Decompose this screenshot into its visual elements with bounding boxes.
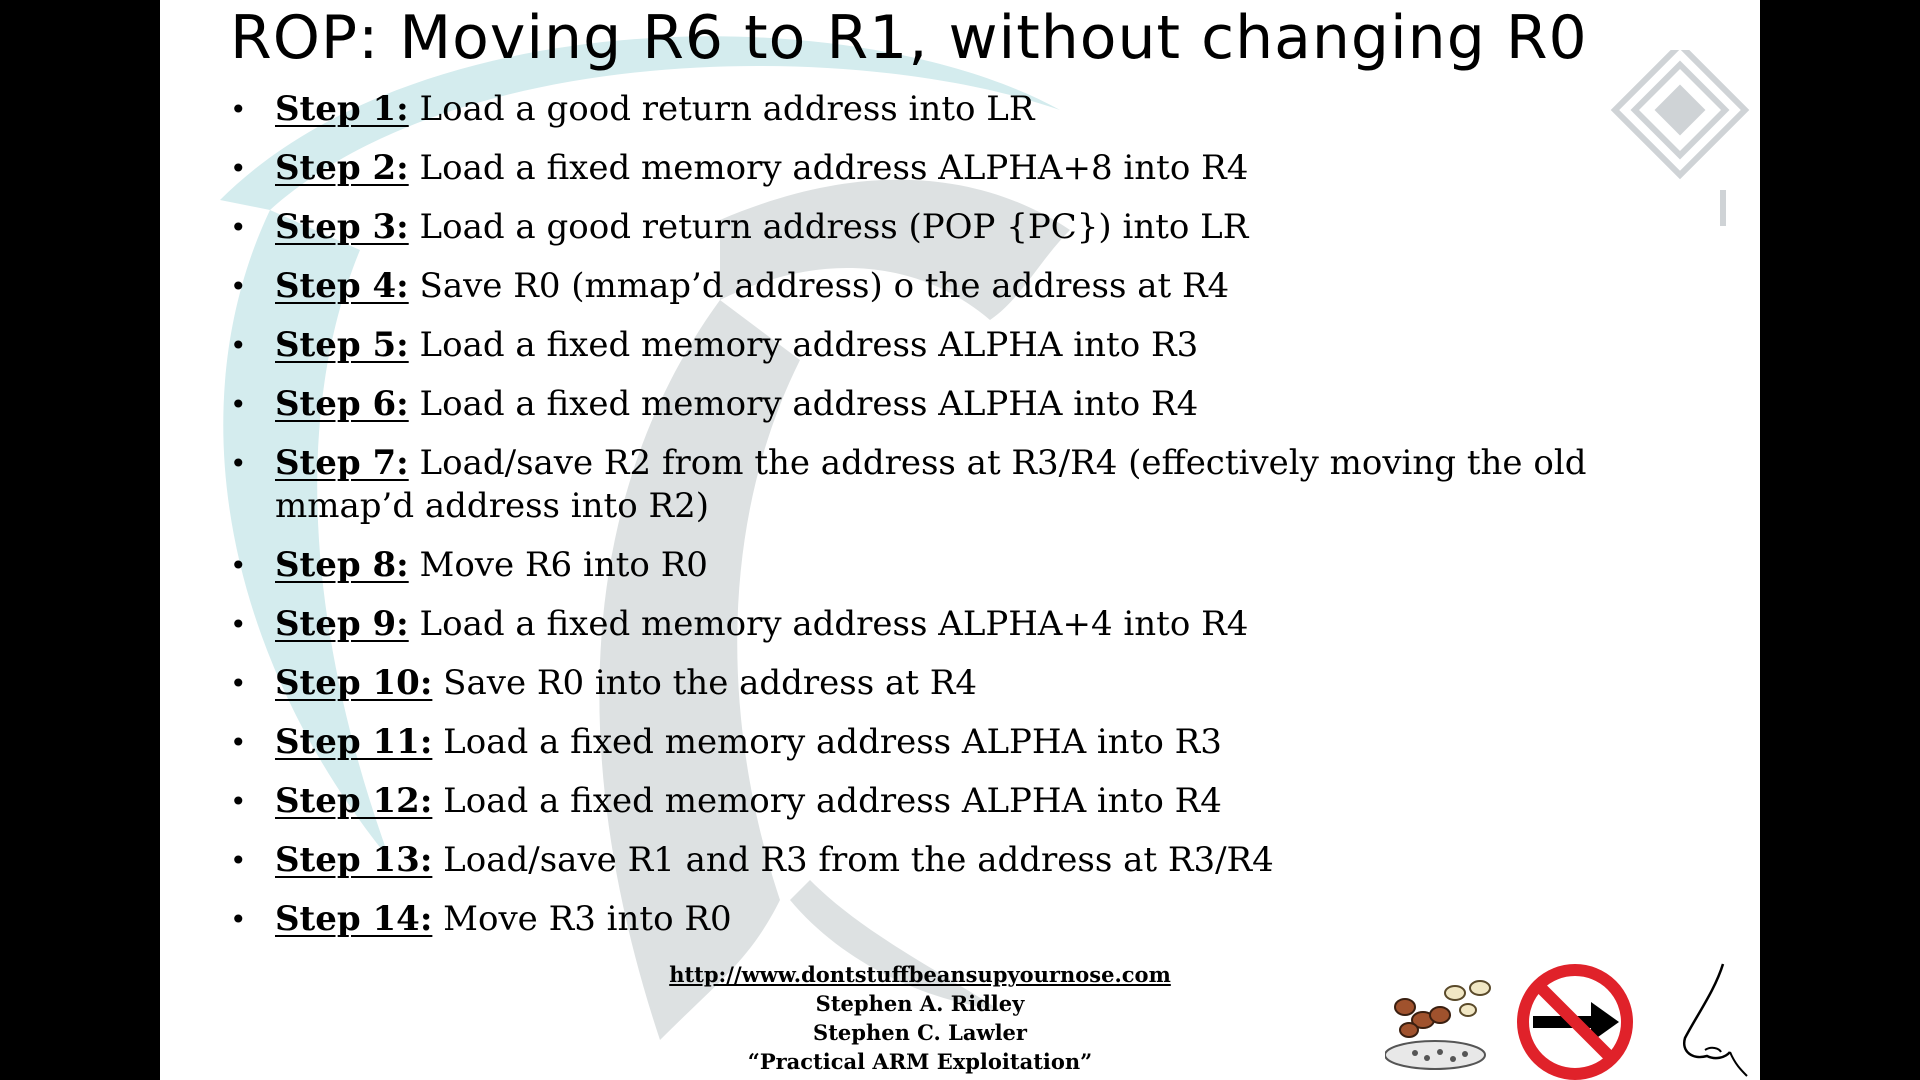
footer-author-1: Stephen A. Ridley bbox=[815, 991, 1025, 1016]
step-text: Load/save R2 from the address at R3/R4 (effectively moving the old mmap’d address into R2) bbox=[275, 443, 1587, 526]
step-label: Step 5: bbox=[275, 325, 409, 365]
step-text: Move R6 into R0 bbox=[408, 545, 708, 585]
list-item bbox=[230, 544, 1710, 587]
step-label: Step 11: bbox=[275, 722, 433, 762]
step-label: Step 4: bbox=[275, 266, 409, 306]
step-text: Load a fixed memory address ALPHA+8 into R4 bbox=[408, 148, 1249, 188]
footer-url-link[interactable]: http://www.dontstuffbeansupyournose.com bbox=[669, 962, 1171, 987]
step-list bbox=[230, 88, 1710, 957]
step-label: Step 7: bbox=[275, 443, 409, 483]
list-item bbox=[230, 721, 1710, 764]
step-text: Save R0 into the address at R4 bbox=[432, 663, 977, 703]
footer-author-2: Stephen C. Lawler bbox=[813, 1020, 1027, 1045]
footer-talk-title: “Practical ARM Exploitation” bbox=[747, 1049, 1093, 1074]
list-item bbox=[230, 265, 1710, 308]
step-label: Step 3: bbox=[275, 207, 409, 247]
list-item bbox=[230, 147, 1710, 190]
step-label: Step 13: bbox=[275, 840, 433, 880]
step-text: Move R3 into R0 bbox=[432, 899, 732, 939]
step-text: Load a fixed memory address ALPHA+4 into R4 bbox=[408, 604, 1249, 644]
step-text: Load a fixed memory address ALPHA into R3 bbox=[432, 722, 1222, 762]
list-item bbox=[230, 383, 1710, 426]
list-item bbox=[230, 88, 1710, 131]
list-item bbox=[230, 206, 1710, 249]
step-label: Step 2: bbox=[275, 148, 409, 188]
no-entry-sign-icon bbox=[1523, 970, 1627, 1074]
list-item bbox=[230, 898, 1710, 941]
slide-footer bbox=[600, 960, 1240, 1076]
footer-icons bbox=[1385, 960, 1755, 1080]
step-label: Step 9: bbox=[275, 604, 409, 644]
step-text: Load a fixed memory address ALPHA into R4 bbox=[408, 384, 1199, 424]
list-item bbox=[230, 603, 1710, 646]
nose-icon bbox=[1684, 964, 1747, 1076]
list-item bbox=[230, 324, 1710, 367]
step-text: Save R0 (mmap’d address) o the address at R4 bbox=[408, 266, 1230, 306]
step-text: Load a good return address (POP {PC}) into LR bbox=[408, 207, 1249, 247]
step-label: Step 6: bbox=[275, 384, 409, 424]
step-label: Step 8: bbox=[275, 545, 409, 585]
slide-title: ROP: Moving R6 to R1, without changing R0 bbox=[230, 3, 1588, 73]
step-label: Step 1: bbox=[275, 89, 409, 129]
presentation-slide bbox=[160, 0, 1760, 1080]
step-label: Step 12: bbox=[275, 781, 433, 821]
step-label: Step 14: bbox=[275, 899, 433, 939]
step-label: Step 10: bbox=[275, 663, 433, 703]
list-item bbox=[230, 442, 1710, 528]
list-item bbox=[230, 839, 1710, 882]
list-item bbox=[230, 662, 1710, 705]
step-text: Load a fixed memory address ALPHA into R3 bbox=[408, 325, 1199, 365]
step-text: Load a good return address into LR bbox=[408, 89, 1035, 129]
beans-icon bbox=[1385, 981, 1490, 1069]
step-text: Load/save R1 and R3 from the address at R3/R4 bbox=[432, 840, 1274, 880]
step-text: Load a fixed memory address ALPHA into R4 bbox=[432, 781, 1222, 821]
list-item bbox=[230, 780, 1710, 823]
